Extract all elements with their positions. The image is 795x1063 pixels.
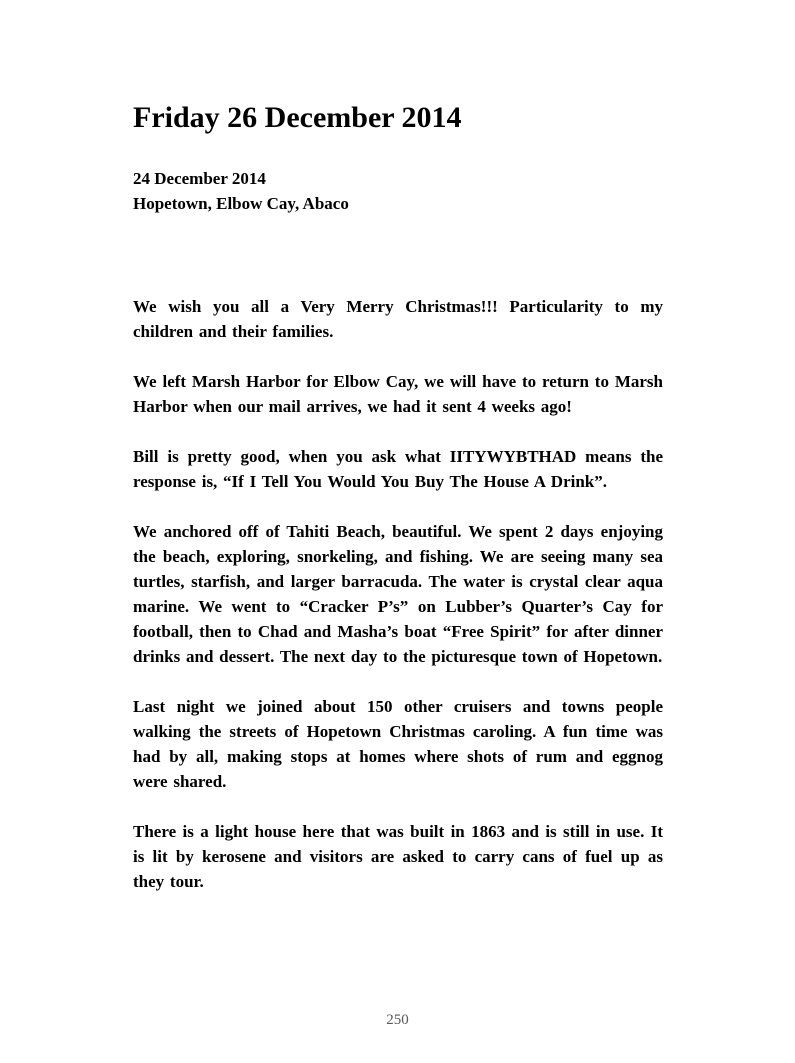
paragraph: There is a light house here that was built in 1863 and is still in use. It is lit by kerosene and visitors are asked to carry cans of fuel up as they tour. <box>133 822 663 891</box>
paragraph: Last night we joined about 150 other cruisers and towns people walking the streets of Hopetown Christmas caroling. A fun time was had by all, making stops at homes where shots of rum and eggnog were shared. <box>133 697 663 791</box>
paragraph: We wish you all a Very Merry Christmas!!! Particularity to my children and their families. <box>133 297 663 341</box>
entry-meta <box>133 166 663 216</box>
entry-date: 24 December 2014 <box>133 169 266 188</box>
page-number: 250 <box>386 1012 409 1028</box>
entry-body <box>133 294 663 894</box>
entry-location: Hopetown, Elbow Cay, Abaco <box>133 194 349 213</box>
paragraph: Bill is pretty good, when you ask what IITYWYBTHAD means the response is, “If I Tell You Would You Buy The House A Drink”. <box>133 447 663 491</box>
paragraph: We anchored off of Tahiti Beach, beautiful. We spent 2 days enjoying the beach, exploring, snorkeling, and fishing. We are seeing many sea turtles, starfish, and larger barracuda. The water is crystal clear aqua marine. We went to “Cracker P’s” on Lubber’s Quarter’s Cay for football, then to Chad and Masha’s boat “Free Spirit” for after dinner drinks and dessert. The next day to the picturesque town of Hopetown. <box>133 522 663 666</box>
paragraph: We left Marsh Harbor for Elbow Cay, we will have to return to Marsh Harbor when our mail arrives, we had it sent 4 weeks ago! <box>133 372 663 416</box>
page-title: Friday 26 December 2014 <box>133 101 462 134</box>
